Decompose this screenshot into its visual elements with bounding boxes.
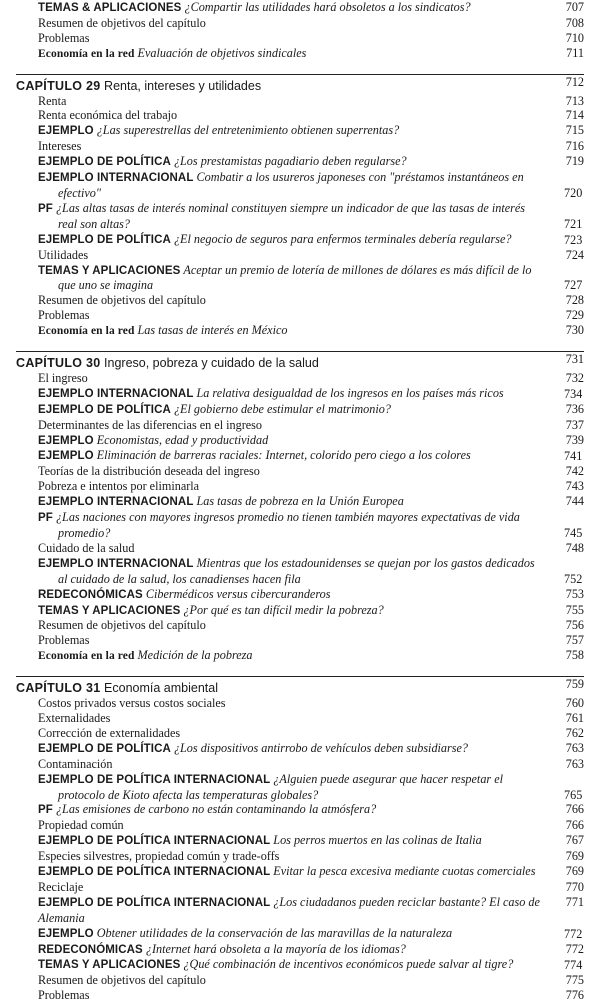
- entry-text: ¿Los dispositivos antirrobo de vehículos deben subsidiarse?: [173, 740, 469, 755]
- entry-label: EJEMPLO DE POLÍTICA: [38, 403, 171, 416]
- toc-entry: [16, 418, 584, 433]
- toc-entry: [16, 757, 584, 772]
- entry-page-number: 737: [565, 417, 584, 432]
- entry-text: Reciclaje: [38, 879, 84, 894]
- entry-text: Las tasas de interés en México: [137, 323, 288, 338]
- chapter-page-number: 712: [565, 74, 584, 89]
- toc-entry: [16, 248, 584, 263]
- entry-label: EJEMPLO DE POLÍTICA INTERNACIONAL: [38, 835, 271, 848]
- toc-entry: [16, 308, 584, 323]
- entry-page-number: 716: [565, 139, 584, 154]
- entry-text: ¿Las altas tasas de interés nominal constituyen siempre un indicador de que las tasas de interés real son altas?: [55, 200, 526, 231]
- toc-entry: [16, 494, 584, 510]
- entry-text: La relativa desigualdad de los ingresos en los países más ricos: [196, 385, 504, 400]
- entry-text: Problemas: [38, 308, 90, 323]
- entry-page-number: 766: [565, 802, 584, 817]
- entry-text: Combatir a los usureros japoneses con "préstamos instantáneos en efectivo": [58, 170, 524, 200]
- entry-text: Eliminación de barreras raciales: Internet, colorido pero ciego a los colores: [96, 448, 471, 463]
- entry-label: Economía en la red: [38, 325, 135, 338]
- entry-label: TEMAS Y APLICACIONES: [38, 959, 181, 972]
- toc-entry: [16, 123, 584, 139]
- entry-text: Propiedad común: [38, 818, 124, 833]
- entry-text: Renta económica del trabajo: [38, 108, 178, 123]
- entry-text: Determinantes de las diferencias en el ingreso: [38, 417, 263, 432]
- entry-text: ¿Por qué es tan difícil medir la pobreza?: [183, 602, 384, 617]
- toc-entry: TEMAS Y APLICACIONES Aceptar un premio de lotería de millones de dólares es más difícil de lo que uno se imagina 727: [38, 262, 583, 293]
- toc-entry: [16, 479, 584, 494]
- entry-label: EJEMPLO INTERNACIONAL: [38, 172, 194, 185]
- entry-page-number: 713: [565, 93, 584, 108]
- entry-label: EJEMPLO DE POLÍTICA INTERNACIONAL: [38, 896, 271, 909]
- toc-entry: [16, 154, 584, 170]
- toc-entry: [16, 371, 584, 386]
- entry-text: Los perros muertos en las colinas de Italia: [273, 833, 482, 848]
- toc-entry: [16, 618, 584, 633]
- entry-label: EJEMPLO: [38, 927, 94, 940]
- entry-label: EJEMPLO DE POLÍTICA INTERNACIONAL: [38, 773, 271, 786]
- entry-text: Teorías de la distribución deseada del ingreso: [38, 464, 260, 479]
- toc-entry: PF ¿Las naciones con mayores ingresos promedio no tienen también mayores expectativas de vida promedio? 745: [38, 510, 583, 540]
- chapter-heading: [16, 676, 584, 696]
- entry-page-number: 708: [565, 15, 584, 30]
- toc-entry: [16, 293, 584, 308]
- toc-entry: [16, 323, 584, 339]
- entry-page-number: 707: [565, 0, 584, 14]
- entry-text: Contaminación: [38, 756, 113, 771]
- entry-text: Aceptar un premio de lotería de millones de dólares es más difícil de lo que uno se imagina: [58, 262, 532, 293]
- entry-label: Economía en la red: [38, 650, 135, 663]
- entry-text: Economistas, edad y productividad: [96, 432, 269, 447]
- entry-label: EJEMPLO INTERNACIONAL: [38, 387, 194, 400]
- entry-label: EJEMPLO: [38, 434, 94, 447]
- entry-page-number: 769: [565, 849, 584, 864]
- toc-entry: [16, 0, 584, 16]
- entry-page-number: 758: [565, 648, 584, 663]
- entry-page-number: 743: [565, 479, 584, 494]
- entry-page-number: 760: [565, 696, 584, 711]
- toc-entry: EJEMPLO INTERNACIONAL Combatir a los usureros japoneses con "préstamos instantáneos en efectivo" 720: [38, 170, 583, 200]
- toc-entry: [16, 633, 584, 648]
- entry-label: EJEMPLO INTERNACIONAL: [38, 496, 194, 509]
- entry-page-number: 776: [565, 988, 584, 1003]
- chapter-number: CAPÍTULO 29: [16, 78, 101, 93]
- toc-entry: [16, 402, 584, 418]
- entry-text: Resumen de objetivos del capítulo: [38, 293, 206, 308]
- entry-page-number: 761: [565, 710, 584, 725]
- chapter-name: Economía ambiental: [104, 681, 218, 696]
- entry-page-number: 736: [565, 401, 584, 416]
- entry-page-number: 739: [565, 432, 584, 447]
- entry-page-number: 775: [565, 973, 584, 988]
- entry-page-number: 711: [566, 45, 584, 60]
- entry-text: Cibermédicos versus cibercuranderos: [145, 586, 331, 601]
- entry-page-number: 753: [565, 586, 584, 601]
- entry-page-number: 732: [565, 370, 584, 385]
- entry-text: ¿Qué combinación de incentivos económicos puede salvar al tigre?: [183, 957, 514, 972]
- toc-entry: TEMAS Y APLICACIONES ¿Qué combinación de incentivos económicos puede salvar al tigre? 774: [38, 957, 583, 973]
- entry-label: PF: [38, 804, 53, 817]
- entry-label: EJEMPLO DE POLÍTICA: [38, 742, 171, 755]
- entry-page-number: 757: [565, 633, 584, 648]
- toc-entry: [16, 849, 584, 864]
- entry-page-number: 719: [565, 154, 584, 169]
- toc-entry: PF ¿Las altas tasas de interés nominal constituyen siempre un indicador de que las tasas de interés real son altas? 721: [38, 200, 583, 231]
- entry-page-number: 770: [565, 879, 584, 894]
- entry-text: Renta: [38, 93, 67, 108]
- entry-text: Pobreza e intentos por eliminarla: [38, 479, 200, 494]
- toc-entry: [16, 711, 584, 726]
- entry-page-number: 762: [565, 725, 584, 740]
- toc-entry: [16, 603, 584, 619]
- toc-entry: EJEMPLO DE POLÍTICA ¿El negocio de seguros para enfermos terminales debería regularse? 723: [38, 231, 583, 247]
- entry-page-number: 715: [565, 123, 584, 138]
- entry-page-number: 710: [565, 30, 584, 45]
- entry-text: ¿Las superestrellas del entretenimiento obtienen superrentas?: [96, 123, 400, 138]
- entry-text: Resumen de objetivos del capítulo: [38, 15, 206, 30]
- entry-text: ¿Las emisiones de carbono no están contaminando la atmósfera?: [55, 802, 377, 817]
- toc-entry: [16, 942, 584, 958]
- entry-label: EJEMPLO: [38, 450, 94, 463]
- entry-page-number: 724: [565, 247, 584, 262]
- entry-page-number: 748: [565, 540, 584, 555]
- entry-page-number: 730: [565, 323, 584, 338]
- entry-text: ¿Alguien puede asegurar que hacer respetar el protocolo de Kioto afecta las temperaturas globales?: [58, 771, 504, 802]
- entry-text: ¿Los ciudadanos pueden reciclar bastante? El caso de Alemania: [38, 894, 540, 925]
- toc-entry: EJEMPLO INTERNACIONAL La relativa desigualdad de los ingresos en los países más ricos 734: [38, 385, 583, 401]
- toc-entry: [16, 880, 584, 895]
- toc-entry: EJEMPLO INTERNACIONAL Mientras que los estadounidenses se quejan por los gastos dedicados al cuidado de la salud, los canadienses hacen fila 752: [38, 555, 583, 586]
- toc-entry: [16, 726, 584, 741]
- toc-entry: [16, 833, 584, 849]
- entry-text: Las tasas de pobreza en la Unión Europea: [196, 494, 404, 509]
- toc-entry: [16, 433, 584, 449]
- entry-text: ¿Los prestamistas pagadiario deben regularse?: [173, 154, 407, 169]
- toc-entry: [16, 139, 584, 154]
- entry-page-number: 756: [565, 618, 584, 633]
- entry-text: Especies silvestres, propiedad común y trade-offs: [38, 849, 280, 864]
- toc-entry: [16, 464, 584, 479]
- entry-page-number: 771: [565, 894, 584, 909]
- entry-text: Utilidades: [38, 247, 89, 262]
- chapter-page-number: 759: [565, 677, 584, 692]
- toc-entry: [16, 31, 584, 46]
- entry-label: EJEMPLO INTERNACIONAL: [38, 557, 194, 570]
- entry-label: EJEMPLO DE POLÍTICA INTERNACIONAL: [38, 866, 271, 879]
- entry-text: Evaluación de objetivos sindicales: [137, 45, 307, 60]
- entry-text: Medición de la pobreza: [137, 648, 253, 663]
- entry-page-number: 763: [565, 740, 584, 755]
- toc-entry: EJEMPLO Eliminación de barreras raciales: Internet, colorido pero ciego a los colores 741: [38, 448, 583, 464]
- entry-text: Evitar la pesca excesiva mediante cuotas comerciales: [273, 864, 536, 879]
- entry-label: Economía en la red: [38, 47, 135, 60]
- entry-page-number: 767: [565, 833, 584, 848]
- chapter-page-number: 731: [565, 352, 584, 367]
- entry-label: EJEMPLO DE POLÍTICA: [38, 233, 171, 246]
- chapter-name: Renta, intereses y utilidades: [104, 78, 262, 93]
- toc-entry: [16, 802, 584, 818]
- chapter-title: [16, 681, 218, 695]
- entry-page-number: 772: [565, 941, 584, 956]
- entry-label: PF: [38, 202, 53, 215]
- entry-text: ¿Compartir las utilidades hará obsoletos a los sindicatos?: [184, 0, 471, 14]
- entry-label: EJEMPLO: [38, 125, 94, 138]
- entry-text: Costos privados versus costos sociales: [38, 696, 226, 711]
- entry-page-number: 729: [565, 308, 584, 323]
- entry-label: PF: [38, 512, 53, 525]
- chapter-heading: [16, 74, 584, 94]
- entry-text: El ingreso: [38, 370, 88, 385]
- toc-entry: [16, 648, 584, 664]
- entry-text: Obtener utilidades de la conservación de las maravillas de la naturaleza: [96, 925, 453, 940]
- entry-page-number: 755: [565, 602, 584, 617]
- entry-page-number: 769: [565, 864, 584, 879]
- toc-entry: [16, 988, 584, 1003]
- chapter-number: CAPÍTULO 30: [16, 356, 101, 371]
- chapter-title: [16, 356, 319, 370]
- toc-entry: [16, 587, 584, 603]
- chapter-number: CAPÍTULO 31: [16, 681, 101, 696]
- toc-entry: [16, 108, 584, 123]
- chapter-name: Ingreso, pobreza y cuidado de la salud: [104, 356, 319, 371]
- entry-text: Problemas: [38, 988, 90, 1003]
- toc-entry: [16, 741, 584, 757]
- toc-entry: [16, 973, 584, 988]
- entry-text: Resumen de objetivos del capítulo: [38, 973, 206, 988]
- entry-page-number: 744: [565, 494, 584, 509]
- entry-text: Problemas: [38, 30, 90, 45]
- entry-text: ¿Internet hará obsoleta a la mayoría de los idiomas?: [145, 941, 406, 956]
- entry-page-number: 714: [565, 108, 584, 123]
- entry-text: ¿Las naciones con mayores ingresos promedio no tienen también mayores expectativas de vida promedio?: [55, 510, 520, 540]
- entry-label: TEMAS & APLICACIONES: [38, 2, 182, 14]
- entry-page-number: 728: [565, 293, 584, 308]
- entry-page-number: 766: [565, 818, 584, 833]
- entry-text: Resumen de objetivos del capítulo: [38, 618, 206, 633]
- toc-entry: [16, 818, 584, 833]
- toc-entry: [16, 696, 584, 711]
- toc-entry: [16, 541, 584, 556]
- toc-entry: [16, 864, 584, 880]
- entry-text: Problemas: [38, 633, 90, 648]
- entry-label: TEMAS Y APLICACIONES: [38, 604, 181, 617]
- entry-text: Intereses: [38, 139, 82, 154]
- entry-page-number: 763: [565, 756, 584, 771]
- entry-label: TEMAS Y APLICACIONES: [38, 264, 181, 277]
- toc-entry: EJEMPLO DE POLÍTICA INTERNACIONAL ¿Alguien puede asegurar que hacer respetar el protocolo de Kioto afecta las temperaturas globales? 765: [38, 771, 583, 802]
- toc-entry: [16, 895, 584, 926]
- entry-text: Externalidades: [38, 710, 111, 725]
- entry-text: Cuidado de la salud: [38, 540, 135, 555]
- toc-entry: [16, 16, 584, 31]
- toc-entry: [16, 46, 584, 62]
- toc-entry: [16, 94, 584, 109]
- entry-text: Corrección de externalidades: [38, 725, 181, 740]
- entry-label: EJEMPLO DE POLÍTICA: [38, 156, 171, 169]
- toc-entry: EJEMPLO Obtener utilidades de la conservación de las maravillas de la naturaleza 772: [38, 925, 583, 941]
- entry-page-number: 742: [565, 464, 584, 479]
- entry-text: ¿El gobierno debe estimular el matrimonio?: [173, 401, 391, 416]
- entry-text: Mientras que los estadounidenses se quejan por los gastos dedicados al cuidado de la salud, los canadienses hacen fila: [58, 555, 535, 586]
- chapter-heading: [16, 351, 584, 371]
- entry-label: REDECONÓMICAS: [38, 588, 143, 601]
- entry-label: REDECONÓMICAS: [38, 943, 143, 956]
- entry-text: ¿El negocio de seguros para enfermos terminales debería regularse?: [173, 231, 512, 246]
- chapter-title: [16, 79, 261, 93]
